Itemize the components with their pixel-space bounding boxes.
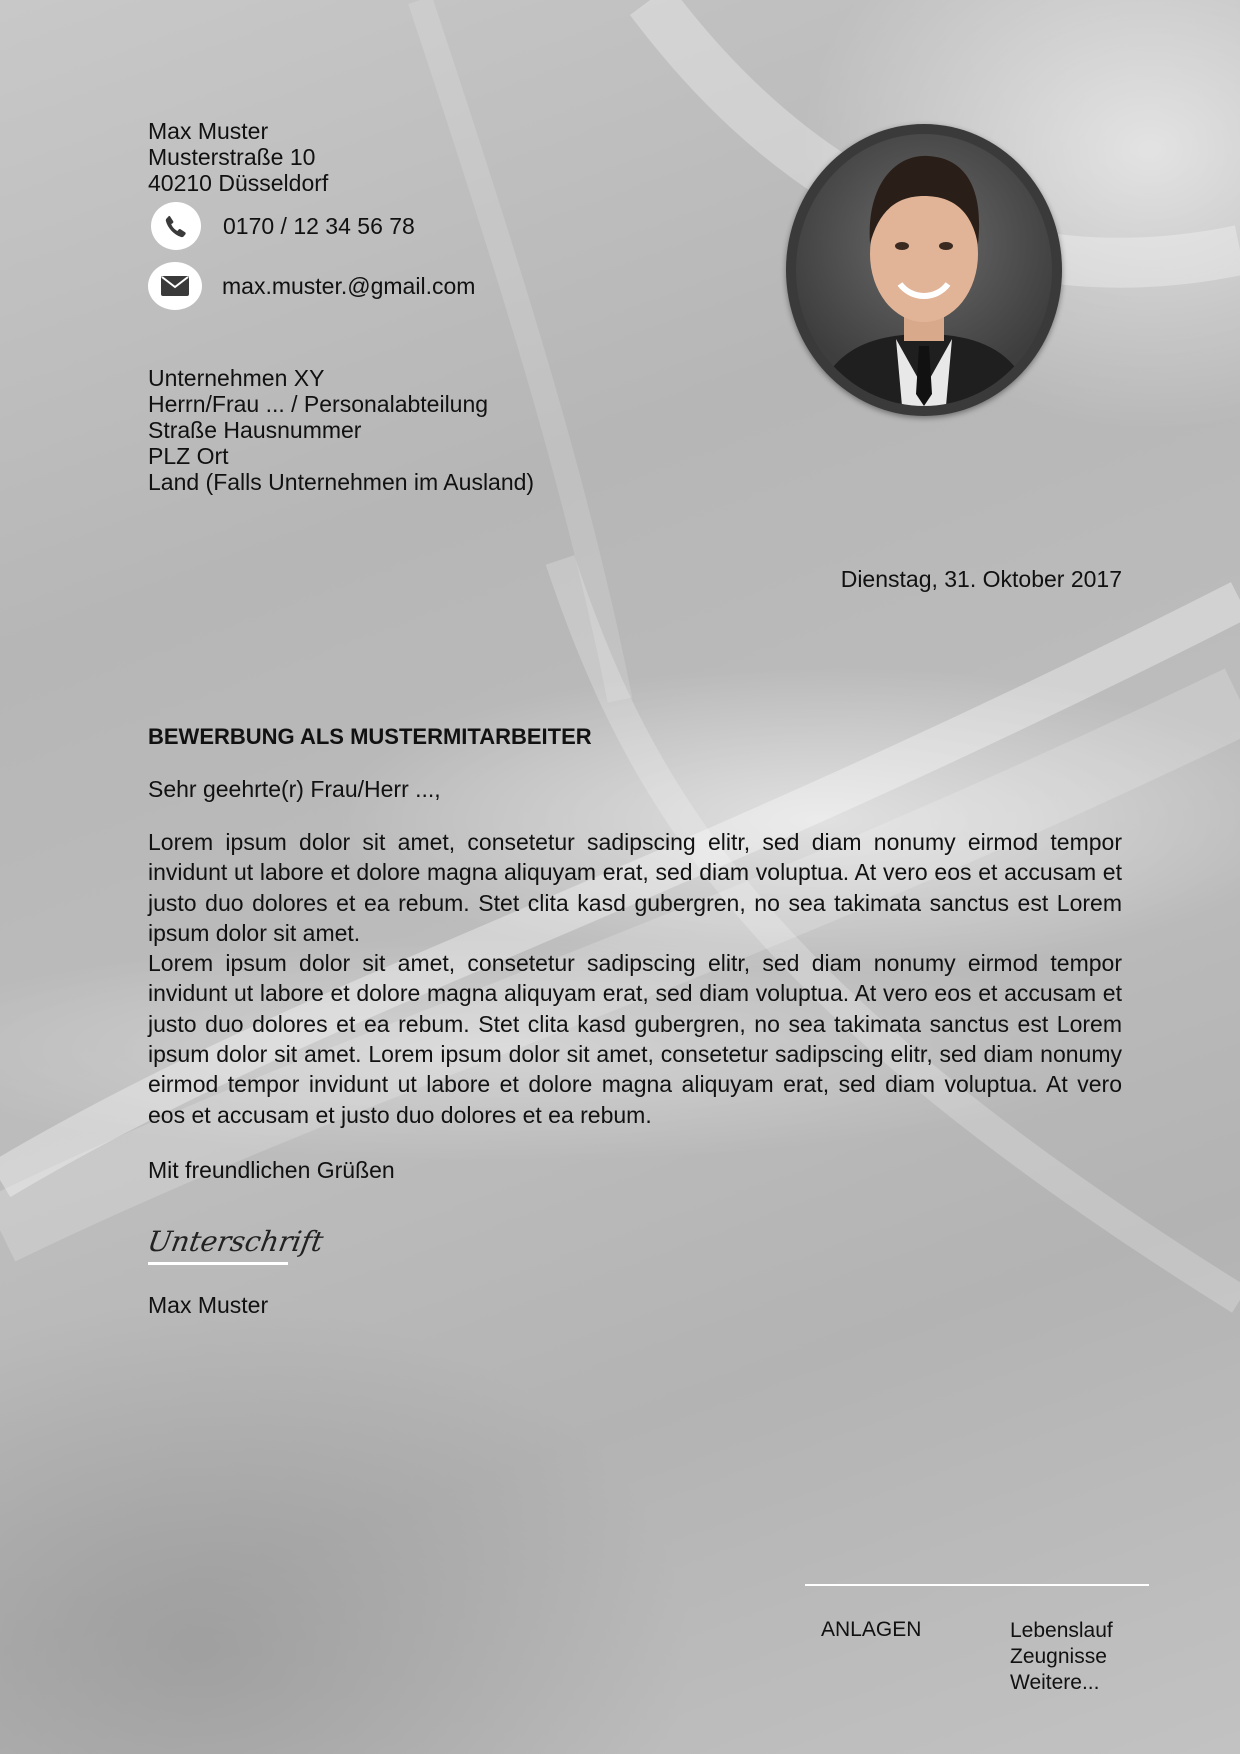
closing: Mit freundlichen Grüßen [148,1157,395,1183]
portrait-image [796,134,1052,406]
enclosures-list [1010,1618,1113,1696]
enclosure-item: Lebenslauf [1010,1619,1113,1642]
portrait-photo [786,124,1062,416]
recipient-line: Herrn/Frau ... / Personalabteilung [148,391,489,417]
signature-block [145,1225,326,1265]
email-address[interactable]: max.muster.@gmail.com [222,272,476,299]
phone-icon [151,202,201,250]
signer-name: Max Muster [148,1292,269,1318]
sender-street: Musterstraße 10 [148,144,316,170]
recipient-line: Unternehmen XY [148,365,325,391]
recipient-block [148,365,534,495]
enclosure-item: Weitere... [1010,1671,1100,1694]
recipient-line: Straße Hausnummer [148,417,362,443]
sender-city: 40210 Düsseldorf [148,170,329,196]
recipient-line: Land (Falls Unternehmen im Ausland) [148,469,535,495]
enclosure-divider [805,1584,1149,1586]
letter-body [148,827,1122,1130]
salutation: Sehr geehrte(r) Frau/Herr ..., [148,776,441,802]
sender-name: Max Muster [148,118,269,144]
recipient-line: PLZ Ort [148,443,229,469]
phone-number: 0170 / 12 34 56 78 [223,212,415,239]
enclosure-item: Zeugnisse [1010,1645,1107,1668]
phone-row [148,202,415,250]
enclosures-label: ANLAGEN [821,1618,922,1641]
signature-line [148,1262,288,1265]
body-paragraph: Lorem ipsum dolor sit amet, consetetur sadipscing elitr, sed diam nonumy eirmod tempor invidunt ut labore et dolore magna aliquyam erat, sed diam voluptua. At vero eos et accusam et justo duo dolores et ea rebum. Stet clita kasd gubergren, no sea takimata sanctus est Lorem ipsum dolor sit amet. [148,829,1122,946]
envelope-icon [148,262,202,310]
letter-subject: BEWERBUNG ALS MUSTERMITARBEITER [148,724,592,749]
letter-date: Dienstag, 31. Oktober 2017 [840,566,1122,592]
sender-block [148,118,328,196]
body-paragraph: Lorem ipsum dolor sit amet, consetetur sadipscing elitr, sed diam nonumy eirmod tempor invidunt ut labore et dolore magna aliquyam erat, sed diam voluptua. At vero eos et accusam et justo duo dolores et ea rebum. Stet clita kasd gubergren, no sea takimata sanctus est Lorem ipsum dolor sit amet. Lorem ipsum dolor sit amet, consetetur sadipscing elitr, sed diam nonumy eirmod tempor invidunt ut labore et dolore magna aliquyam erat, sed diam voluptua. At vero eos et accusam et justo duo dolores et ea rebum. [148,950,1122,1128]
signature: Unterschrift [145,1225,326,1258]
email-row [148,262,475,310]
